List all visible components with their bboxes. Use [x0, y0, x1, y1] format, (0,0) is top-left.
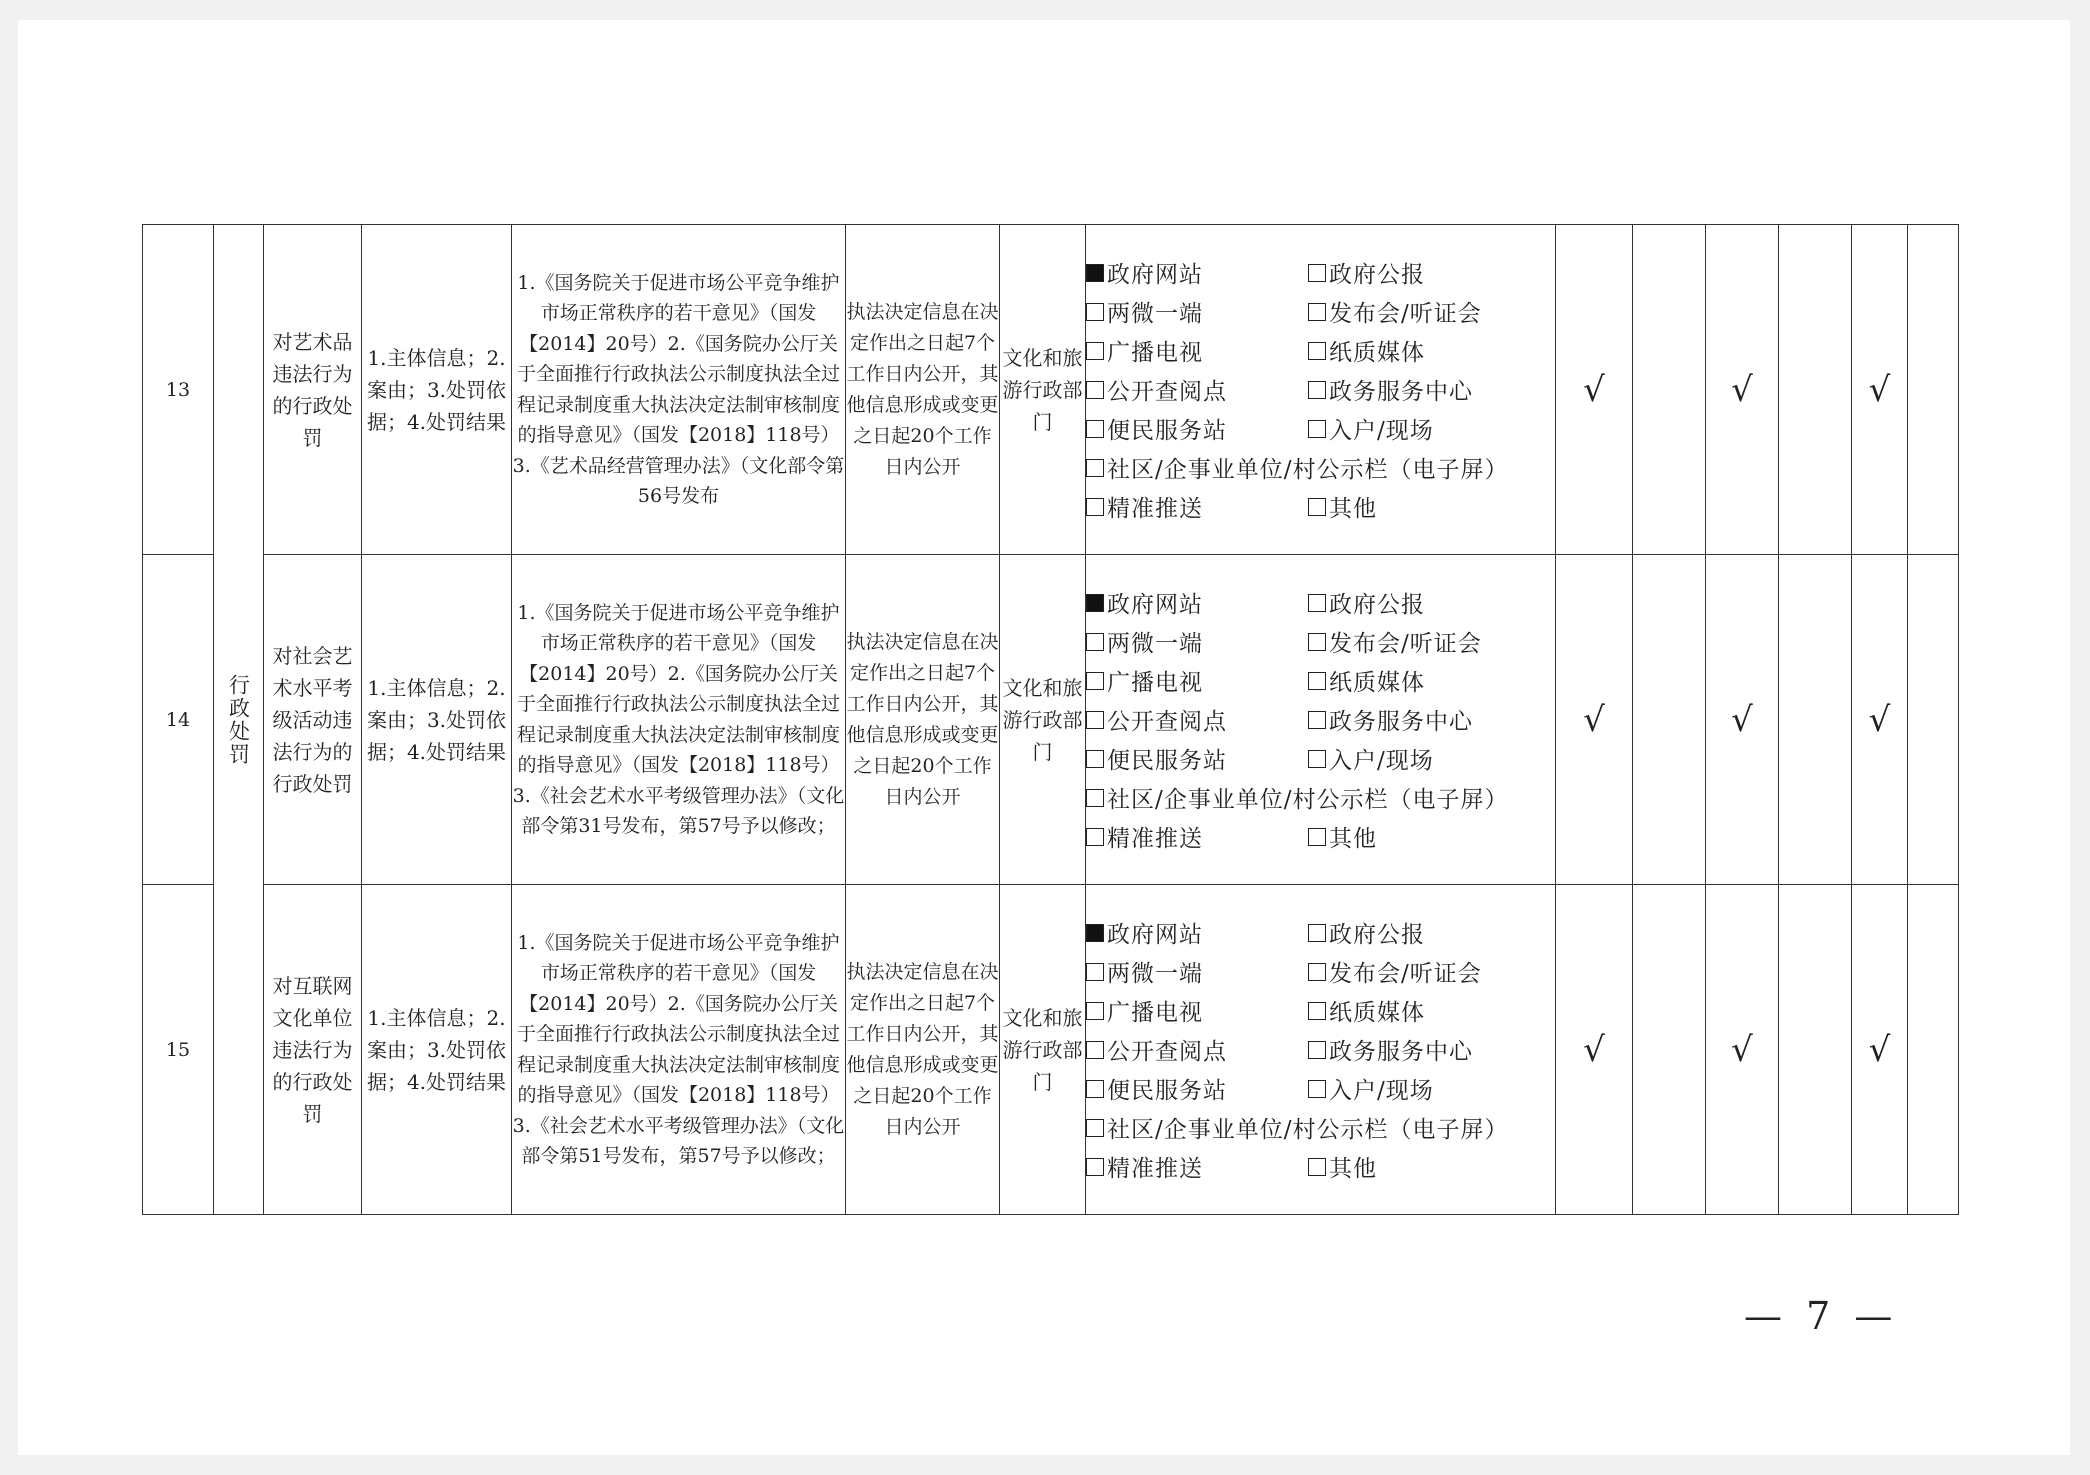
channel-option	[1308, 1071, 1548, 1107]
unchecked-box-icon	[1086, 459, 1104, 477]
channel-option	[1308, 819, 1548, 855]
channel-label: 精准推送	[1107, 496, 1203, 522]
channel-label: 便民服务站	[1107, 1078, 1227, 1104]
channel-option	[1308, 993, 1548, 1029]
disclosure-content: 1.主体信息；2.案由；3.处罚依据；4.处罚结果	[362, 225, 512, 555]
channel-option	[1308, 411, 1548, 447]
check-mark-cell	[1779, 225, 1852, 555]
channel-option	[1086, 1032, 1308, 1068]
item-name: 对互联网文化单位违法行为的行政处罚	[264, 885, 362, 1215]
check-mark-cell	[1908, 555, 1959, 885]
unchecked-box-icon	[1086, 381, 1104, 399]
unchecked-box-icon	[1086, 633, 1104, 651]
channel-label: 公开查阅点	[1107, 379, 1227, 405]
row-number: 15	[143, 885, 214, 1215]
unchecked-box-icon	[1308, 711, 1326, 729]
unchecked-box-icon	[1086, 303, 1104, 321]
unchecked-box-icon	[1308, 750, 1326, 768]
channel-option	[1086, 624, 1308, 660]
channel-label: 便民服务站	[1107, 418, 1227, 444]
channel-label: 发布会/听证会	[1329, 301, 1482, 327]
check-mark-cell: √	[1556, 555, 1633, 885]
channel-label: 政府网站	[1107, 922, 1203, 948]
item-name: 对艺术品违法行为的行政处罚	[264, 225, 362, 555]
channel-label: 政府公报	[1329, 592, 1425, 618]
channel-option	[1308, 585, 1548, 621]
unchecked-box-icon	[1308, 1002, 1326, 1020]
unchecked-box-icon	[1086, 963, 1104, 981]
channel-label: 入户/现场	[1329, 418, 1434, 444]
channel-label: 广播电视	[1107, 1000, 1203, 1026]
channel-option	[1086, 741, 1308, 777]
channel-label: 入户/现场	[1329, 1078, 1434, 1104]
channel-option	[1308, 1149, 1548, 1185]
item-name: 对社会艺术水平考级活动违法行为的行政处罚	[264, 555, 362, 885]
channel-option	[1308, 372, 1548, 408]
check-mark-cell	[1633, 225, 1706, 555]
channel-label: 其他	[1329, 826, 1377, 852]
channel-label: 发布会/听证会	[1329, 961, 1482, 987]
channel-option	[1086, 294, 1308, 330]
channel-label: 政府网站	[1107, 262, 1203, 288]
channel-option	[1308, 333, 1548, 369]
unchecked-box-icon	[1308, 342, 1326, 360]
channel-checklist	[1086, 915, 1555, 1185]
check-mark-cell	[1633, 555, 1706, 885]
checked-box-icon	[1086, 924, 1104, 942]
channel-option	[1086, 489, 1308, 525]
unchecked-box-icon	[1086, 789, 1104, 807]
page-number: — 7 —	[1744, 1294, 1899, 1338]
category-label: 行政处罚	[226, 673, 251, 766]
check-mark-cell: √	[1706, 885, 1779, 1215]
channel-label: 两微一端	[1107, 301, 1203, 327]
unchecked-box-icon	[1308, 303, 1326, 321]
channel-option	[1308, 294, 1548, 330]
channel-checklist	[1086, 255, 1555, 525]
unchecked-box-icon	[1086, 498, 1104, 516]
channel-label: 政府公报	[1329, 922, 1425, 948]
unchecked-box-icon	[1086, 750, 1104, 768]
row-number: 13	[143, 225, 214, 555]
unchecked-box-icon	[1308, 828, 1326, 846]
channel-label: 其他	[1329, 496, 1377, 522]
unchecked-box-icon	[1086, 1080, 1104, 1098]
channel-label: 精准推送	[1107, 1156, 1203, 1182]
unchecked-box-icon	[1086, 1002, 1104, 1020]
channel-option	[1086, 954, 1308, 990]
channel-option	[1086, 993, 1308, 1029]
channel-option	[1086, 411, 1308, 447]
disclosure-channels	[1086, 225, 1556, 555]
checked-box-icon	[1086, 264, 1104, 282]
channel-option	[1308, 741, 1548, 777]
channel-label: 社区/企事业单位/村公示栏（电子屏）	[1107, 787, 1509, 813]
check-mark-cell: √	[1556, 885, 1633, 1215]
channel-label: 广播电视	[1107, 340, 1203, 366]
channel-label: 社区/企事业单位/村公示栏（电子屏）	[1107, 1117, 1509, 1143]
unchecked-box-icon	[1308, 963, 1326, 981]
unchecked-box-icon	[1086, 1041, 1104, 1059]
disclosure-time-limit: 执法决定信息在决定作出之日起7个工作日内公开，其他信息形成或变更之日起20个工作日内公开	[846, 555, 1000, 885]
channel-label: 两微一端	[1107, 631, 1203, 657]
channel-option	[1086, 585, 1308, 621]
channel-option	[1086, 915, 1308, 951]
unchecked-box-icon	[1086, 1158, 1104, 1176]
channel-label: 两微一端	[1107, 961, 1203, 987]
check-mark-cell: √	[1706, 555, 1779, 885]
channel-label: 广播电视	[1107, 670, 1203, 696]
channel-option	[1308, 954, 1548, 990]
table-row	[143, 225, 1959, 555]
unchecked-box-icon	[1308, 594, 1326, 612]
check-mark-cell: √	[1706, 225, 1779, 555]
unchecked-box-icon	[1308, 924, 1326, 942]
unchecked-box-icon	[1086, 672, 1104, 690]
channel-label: 政府公报	[1329, 262, 1425, 288]
channel-label: 政务服务中心	[1329, 1039, 1473, 1065]
responsible-department: 文化和旅游行政部门	[1000, 885, 1086, 1215]
channel-option	[1308, 663, 1548, 699]
disclosure-time-limit: 执法决定信息在决定作出之日起7个工作日内公开，其他信息形成或变更之日起20个工作日内公开	[846, 885, 1000, 1215]
channel-option	[1308, 1032, 1548, 1068]
channel-label: 精准推送	[1107, 826, 1203, 852]
channel-option	[1086, 1071, 1308, 1107]
channel-option	[1308, 915, 1548, 951]
table-row	[143, 555, 1959, 885]
disclosure-time-limit: 执法决定信息在决定作出之日起7个工作日内公开，其他信息形成或变更之日起20个工作日内公开	[846, 225, 1000, 555]
check-mark-cell	[1908, 225, 1959, 555]
channel-option	[1086, 1149, 1308, 1185]
responsible-department: 文化和旅游行政部门	[1000, 555, 1086, 885]
check-mark-cell: √	[1852, 885, 1908, 1215]
disclosure-channels	[1086, 555, 1556, 885]
legal-basis: 1.《国务院关于促进市场公平竞争维护市场正常秩序的若干意见》（国发【2014】20号）2.《国务院办公厅关于全面推行行政执法公示制度执法全过程记录制度重大执法决定法制审核制度的指导意见》（国发【2018】118号）3.《艺术品经营管理办法》（文化部令第56号发布	[512, 225, 846, 555]
unchecked-box-icon	[1308, 1158, 1326, 1176]
unchecked-box-icon	[1086, 828, 1104, 846]
unchecked-box-icon	[1086, 420, 1104, 438]
disclosure-content: 1.主体信息；2.案由；3.处罚依据；4.处罚结果	[362, 885, 512, 1215]
channel-label: 发布会/听证会	[1329, 631, 1482, 657]
unchecked-box-icon	[1086, 1119, 1104, 1137]
channel-option	[1086, 372, 1308, 408]
channel-option	[1086, 780, 1548, 816]
unchecked-box-icon	[1308, 420, 1326, 438]
channel-label: 公开查阅点	[1107, 709, 1227, 735]
channel-checklist	[1086, 585, 1555, 855]
row-number: 14	[143, 555, 214, 885]
category-cell	[214, 225, 264, 1215]
channel-label: 纸质媒体	[1329, 340, 1425, 366]
channel-label: 政务服务中心	[1329, 379, 1473, 405]
disclosure-table	[142, 224, 1959, 1215]
legal-basis: 1.《国务院关于促进市场公平竞争维护市场正常秩序的若干意见》（国发【2014】20号）2.《国务院办公厅关于全面推行行政执法公示制度执法全过程记录制度重大执法决定法制审核制度的指导意见》（国发【2018】118号）3.《社会艺术水平考级管理办法》（文化部令第31号发布，第57号予以修改；	[512, 555, 846, 885]
disclosure-content: 1.主体信息；2.案由；3.处罚依据；4.处罚结果	[362, 555, 512, 885]
channel-option	[1308, 255, 1548, 291]
unchecked-box-icon	[1308, 1080, 1326, 1098]
channel-option	[1086, 333, 1308, 369]
channel-label: 其他	[1329, 1156, 1377, 1182]
channel-option	[1086, 450, 1548, 486]
channel-label: 政务服务中心	[1329, 709, 1473, 735]
unchecked-box-icon	[1308, 1041, 1326, 1059]
channel-option	[1086, 702, 1308, 738]
channel-option	[1086, 819, 1308, 855]
channel-option	[1086, 1110, 1548, 1146]
channel-label: 便民服务站	[1107, 748, 1227, 774]
unchecked-box-icon	[1308, 264, 1326, 282]
checked-box-icon	[1086, 594, 1104, 612]
unchecked-box-icon	[1308, 498, 1326, 516]
unchecked-box-icon	[1308, 672, 1326, 690]
unchecked-box-icon	[1308, 633, 1326, 651]
check-mark-cell	[1908, 885, 1959, 1215]
check-mark-cell: √	[1556, 225, 1633, 555]
unchecked-box-icon	[1086, 342, 1104, 360]
unchecked-box-icon	[1086, 711, 1104, 729]
channel-label: 纸质媒体	[1329, 1000, 1425, 1026]
channel-option	[1086, 663, 1308, 699]
channel-option	[1308, 489, 1548, 525]
channel-label: 社区/企事业单位/村公示栏（电子屏）	[1107, 457, 1509, 483]
check-mark-cell	[1779, 555, 1852, 885]
channel-label: 入户/现场	[1329, 748, 1434, 774]
disclosure-channels	[1086, 885, 1556, 1215]
table-row	[143, 885, 1959, 1215]
check-mark-cell	[1633, 885, 1706, 1215]
channel-label: 政府网站	[1107, 592, 1203, 618]
channel-option	[1308, 624, 1548, 660]
channel-label: 公开查阅点	[1107, 1039, 1227, 1065]
unchecked-box-icon	[1308, 381, 1326, 399]
check-mark-cell: √	[1852, 555, 1908, 885]
responsible-department: 文化和旅游行政部门	[1000, 225, 1086, 555]
check-mark-cell: √	[1852, 225, 1908, 555]
legal-basis: 1.《国务院关于促进市场公平竞争维护市场正常秩序的若干意见》（国发【2014】20号）2.《国务院办公厅关于全面推行行政执法公示制度执法全过程记录制度重大执法决定法制审核制度的指导意见》（国发【2018】118号）3.《社会艺术水平考级管理办法》（文化部令第51号发布，第57号予以修改；	[512, 885, 846, 1215]
check-mark-cell	[1779, 885, 1852, 1215]
channel-option	[1308, 702, 1548, 738]
channel-option	[1086, 255, 1308, 291]
channel-label: 纸质媒体	[1329, 670, 1425, 696]
